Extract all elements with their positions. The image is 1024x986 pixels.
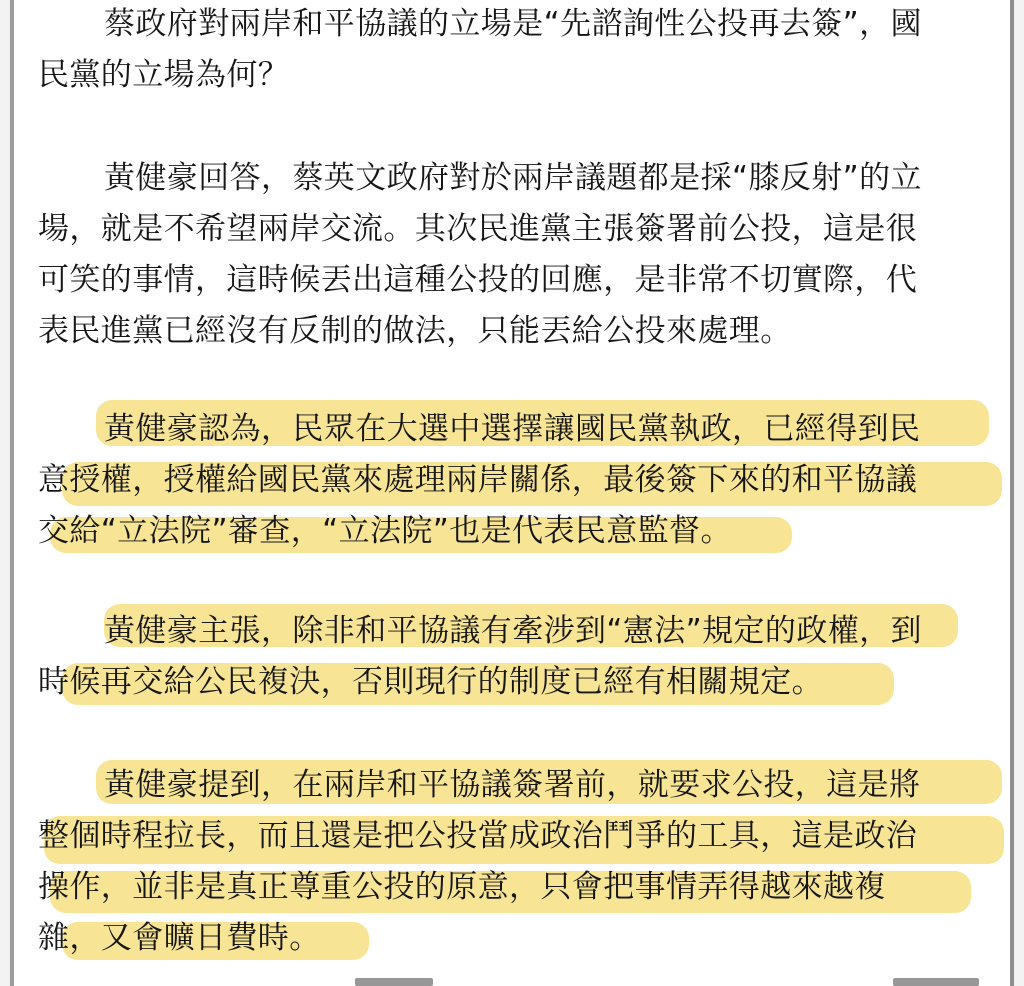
paragraph-4-line-1: 黃健豪主張，除非和平協議有牽涉到“憲法”規定的政權，到 <box>104 613 922 649</box>
paragraph-2-line-2: 場，就是不希望兩岸交流。其次民進黨主張簽署前公投，這是很 <box>38 211 918 247</box>
page-right-edge <box>1010 0 1014 986</box>
paragraph-3-line-2: 意授權，授權給國民黨來處理兩岸關係，最後簽下來的和平協議 <box>38 462 918 498</box>
paragraph-4-line-2: 時候再交給公民複決，否則現行的制度已經有相關規定。 <box>38 664 823 700</box>
paragraph-1-line-1: 蔡政府對兩岸和平協議的立場是“先諮詢性公投再去簽”，國 <box>104 6 922 42</box>
page-left-edge <box>10 0 14 986</box>
cropped-next-text-mark <box>893 978 979 986</box>
paragraph-1-line-2: 民黨的立場為何？ <box>38 57 290 93</box>
paragraph-5-line-3: 操作，並非是真正尊重公投的原意，只會把事情弄得越來越複 <box>38 869 886 905</box>
paragraph-2-line-3: 可笑的事情，這時候丟出這種公投的回應，是非常不切實際，代 <box>38 262 918 298</box>
paragraph-3-line-1: 黃健豪認為，民眾在大選中選擇讓國民黨執政，已經得到民 <box>104 411 921 447</box>
document-page <box>10 0 1014 986</box>
paragraph-2-line-1: 黃健豪回答，蔡英文政府對於兩岸議題都是採“膝反射”的立 <box>104 160 922 196</box>
paragraph-2-line-4: 表民進黨已經沒有反制的做法，只能丟給公投來處理。 <box>38 313 792 349</box>
cropped-next-text-mark <box>355 978 433 986</box>
paragraph-3-line-3: 交給“立法院”審查，“立法院”也是代表民意監督。 <box>38 513 732 549</box>
paragraph-5-line-2: 整個時程拉長，而且還是把公投當成政治鬥爭的工具，這是政治 <box>38 818 918 854</box>
paragraph-5-line-4: 雜，又會曠日費時。 <box>38 920 321 956</box>
paragraph-5-line-1: 黃健豪提到，在兩岸和平協議簽署前，就要求公投，這是將 <box>104 767 921 803</box>
